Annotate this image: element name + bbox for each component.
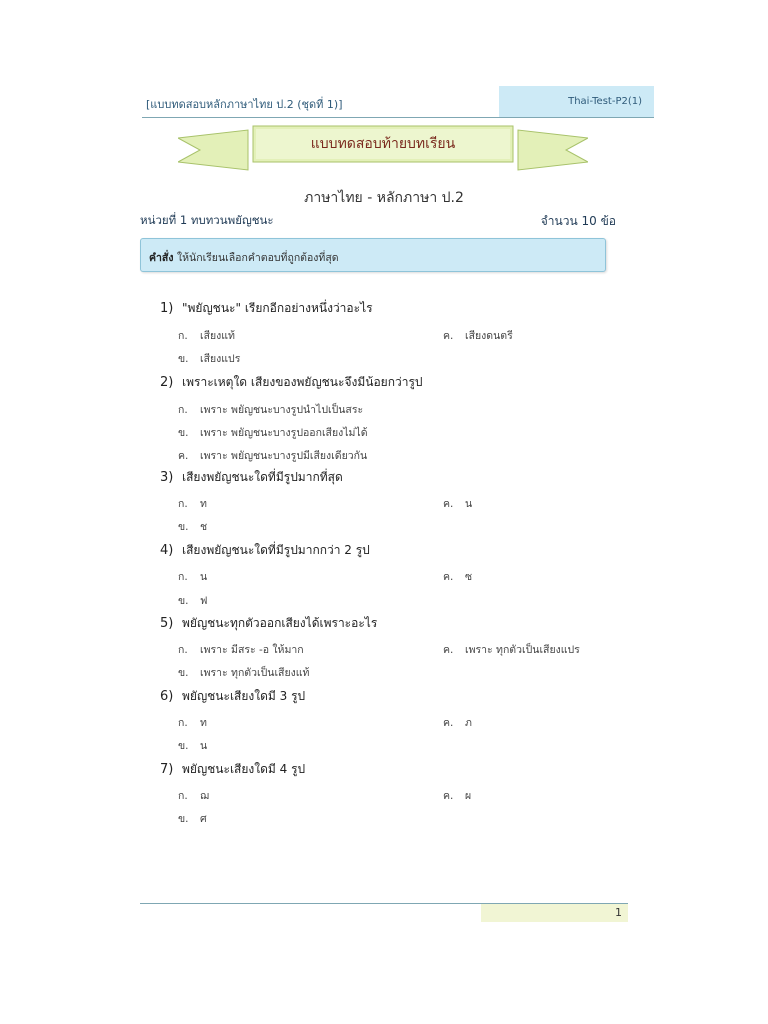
answer-option	[178, 350, 240, 367]
answer-option	[178, 568, 207, 585]
question-number: 7)	[160, 762, 174, 777]
question-text: เพราะเหตุใด เสียงของพยัญชนะจึงมีน้อยกว่ารูป	[182, 375, 423, 389]
header-code: Thai-Test-P2(1)	[568, 96, 642, 107]
option-marker: ค.	[178, 450, 189, 462]
option-marker: ก.	[178, 571, 188, 583]
option-marker: ข.	[178, 427, 189, 439]
option-text: เพราะ ทุกตัวเป็นเสียงแท้	[200, 667, 310, 679]
option-text: เพราะ พยัญชนะบางรูปมีเสียงเดียวกัน	[200, 450, 368, 462]
option-marker: ก.	[178, 330, 188, 342]
instruction-box	[140, 238, 606, 272]
header-title: [แบบทดสอบหลักภาษาไทย ป.2 (ชุดที่ 1)]	[146, 98, 343, 111]
question-number: 4)	[160, 543, 174, 558]
option-text: ฌ	[200, 790, 209, 802]
option-text: เพราะ พยัญชนะบางรูปนำไปเป็นสระ	[200, 404, 364, 416]
option-marker: ข.	[178, 667, 189, 679]
option-text: ภ	[465, 717, 472, 729]
answer-option	[178, 592, 207, 609]
subject-title: ภาษาไทย - หลักภาษา ป.2	[304, 190, 464, 206]
option-marker: ก.	[178, 498, 188, 510]
option-text: ช	[200, 521, 208, 533]
option-text: ท	[200, 717, 207, 729]
answer-option	[443, 568, 472, 585]
option-marker: ค.	[443, 498, 454, 510]
unit-label: หน่วยที่ 1 ทบทวนพยัญชนะ	[140, 213, 274, 227]
answer-option	[443, 495, 472, 512]
answer-option	[178, 641, 304, 658]
question-number: 2)	[160, 375, 174, 390]
answer-option	[178, 714, 207, 731]
option-marker: ข.	[178, 353, 189, 365]
option-text: ซ	[465, 571, 473, 583]
question-text: เสียงพยัญชนะใดที่มีรูปมากที่สุด	[182, 470, 343, 484]
option-text: เสียงแท้	[200, 330, 235, 342]
option-marker: ข.	[178, 813, 189, 825]
question-number: 1)	[160, 301, 174, 316]
option-marker: ค.	[443, 571, 454, 583]
option-marker: ค.	[443, 330, 454, 342]
instruction-text: ให้นักเรียนเลือกคำตอบที่ถูกต้องที่สุด	[177, 252, 339, 264]
footer-tag	[481, 904, 628, 922]
option-text: เพราะ พยัญชนะบางรูปออกเสียงไม่ได้	[200, 427, 368, 439]
question-5	[160, 614, 377, 633]
answer-option	[443, 787, 471, 804]
option-marker: ค.	[443, 790, 454, 802]
option-marker: ก.	[178, 717, 188, 729]
answer-option	[178, 737, 207, 754]
option-text: เสียงดนตรี	[465, 330, 513, 342]
question-text: พยัญชนะเสียงใดมี 3 รูป	[182, 689, 306, 703]
answer-option	[178, 787, 209, 804]
question-6	[160, 687, 305, 706]
option-text: เพราะ มีสระ -อ ให้มาก	[200, 644, 304, 656]
question-2	[160, 373, 423, 392]
question-number: 3)	[160, 470, 174, 485]
option-text: ศ	[200, 813, 207, 825]
answer-option	[178, 518, 207, 535]
option-text: น	[465, 498, 473, 510]
question-3	[160, 468, 343, 487]
option-marker: ค.	[443, 717, 454, 729]
question-number: 5)	[160, 616, 174, 631]
answer-option	[178, 327, 235, 344]
answer-option	[443, 714, 472, 731]
question-text: พยัญชนะเสียงใดมี 4 รูป	[182, 762, 306, 776]
title-banner	[178, 118, 588, 178]
answer-option	[178, 664, 309, 681]
option-marker: ก.	[178, 790, 188, 802]
answer-option	[178, 810, 207, 827]
question-count: จำนวน 10 ข้อ	[540, 214, 616, 228]
answer-option	[178, 495, 207, 512]
question-text: "พยัญชนะ" เรียกอีกอย่างหนึ่งว่าอะไร	[182, 301, 373, 315]
option-text: ผ	[465, 790, 472, 802]
option-text: น	[200, 740, 208, 752]
answer-option	[178, 424, 368, 441]
question-text: พยัญชนะทุกตัวออกเสียงได้เพราะอะไร	[182, 616, 378, 630]
question-1	[160, 299, 373, 318]
option-marker: ก.	[178, 644, 188, 656]
option-marker: ข.	[178, 740, 189, 752]
header-tag	[499, 86, 654, 117]
question-7	[160, 760, 305, 779]
option-text: เพราะ ทุกตัวเป็นเสียงแปร	[465, 644, 580, 656]
page-number: 1	[615, 906, 622, 919]
option-marker: ค.	[443, 644, 454, 656]
option-marker: ข.	[178, 595, 189, 607]
option-text: เสียงแปร	[200, 353, 241, 365]
option-marker: ข.	[178, 521, 189, 533]
answer-option	[178, 447, 367, 464]
option-text: น	[200, 571, 208, 583]
option-text: ฟ	[200, 595, 208, 607]
question-4	[160, 541, 370, 560]
option-marker: ก.	[178, 404, 188, 416]
option-text: ท	[200, 498, 207, 510]
question-text: เสียงพยัญชนะใดที่มีรูปมากกว่า 2 รูป	[182, 543, 370, 557]
banner-title: แบบทดสอบท้ายบทเรียน	[310, 136, 456, 152]
answer-option	[443, 327, 513, 344]
question-number: 6)	[160, 689, 174, 704]
instruction-label: คำสั่ง	[149, 252, 174, 264]
answer-option	[443, 641, 580, 658]
answer-option	[178, 401, 363, 418]
